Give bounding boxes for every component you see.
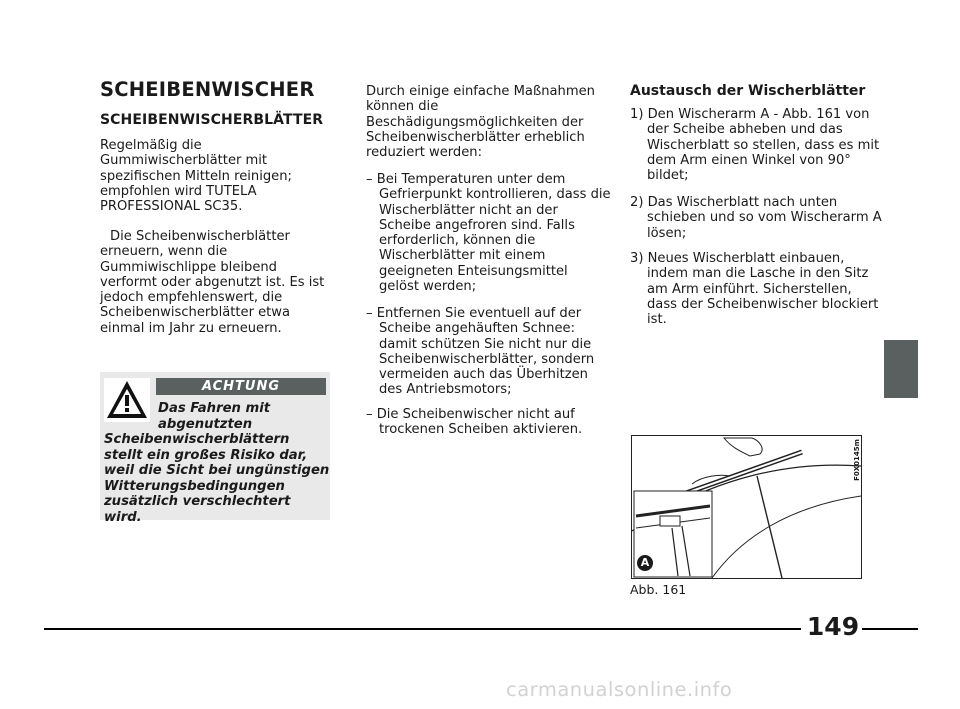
col2-item: – Entfernen Sie eventuell auf der Scheibe angehäuften Schnee: damit schützen Sie nicht nur die Scheibenwischerblätter, sondern vermeiden auch das Überhitzen des Antriebsmotors; (366, 306, 595, 398)
col3-step: 3) Neues Wischerblatt einbauen, indem man die Lasche in den Sitz am Arm einführt. Sicherstellen, dass der Scheibenwischer blockiert ist. (630, 251, 879, 328)
warning-box (100, 372, 330, 525)
col1-para2: Die Scheibenwischerblätter erneuern, wenn die Gummiwischlippe bleibend verformt oder abgenutzt ist. Es ist jedoch empfehlenswert, die Scheibenwischerblätter etwa einmal im Jahr zu erneuern. (100, 229, 325, 336)
figure-caption: Abb. 161 (630, 582, 687, 597)
warning-triangle-icon (104, 378, 150, 422)
warning-text-tail: Scheibenwischerblättern stellt ein großes Risiko dar, weil die Sicht bei ungünstigen Witterungsbedingungen zusätzlich verschlechtert wird. (104, 432, 330, 525)
col2-item: – Bei Temperaturen unter dem Gefrierpunkt kontrollieren, dass die Wischerblätter nicht an der Scheibe angefroren sind. Falls erforderlich, können die Wischerblätter mit einem geeigneten Enteisungsmittel gelöst werden; (366, 172, 611, 295)
footer-rule-right (862, 628, 918, 630)
col1-para1: Regelmäßig die Gummiwischerblätter mit spezifischen Mitteln reinigen; empfohlen wird TUTELA PROFESSIONAL SC35. (100, 138, 292, 215)
figure-label-a: A (640, 556, 650, 569)
warning-text-head: Das Fahren mit abgenutzten (158, 401, 271, 432)
col3-step: 1) Den Wischerarm A - Abb. 161 von der Scheibe abheben und das Wischerblatt so stellen, dass es mit dem Arm einen Winkel von 90° bildet; (630, 107, 880, 184)
col2-item: – Die Scheibenwischer nicht auf trockenen Scheiben aktivieren. (366, 407, 583, 438)
col3-step: 2) Das Wischerblatt nach unten schieben und so vom Wischerarm A lösen; (630, 195, 882, 241)
figure-code: F0X0145m (853, 439, 861, 481)
chapter-tab (884, 340, 918, 398)
col3-heading: Austausch der Wischerblätter (630, 83, 866, 99)
watermark: carmanualsonline.info (506, 678, 733, 701)
subsection-title: SCHEIBENWISCHERBLÄTTER (100, 112, 324, 128)
figure-wiper-illustration (631, 435, 862, 579)
section-title: SCHEIBENWISCHER (100, 78, 315, 101)
warning-label: ACHTUNG (156, 378, 326, 395)
page-number: 149 (806, 612, 860, 641)
footer-rule-left (44, 628, 801, 630)
col2-intro: Durch einige einfache Maßnahmen können die Beschädigungsmöglichkeiten der Scheibenwischerblätter erheblich reduziert werden: (366, 84, 595, 161)
